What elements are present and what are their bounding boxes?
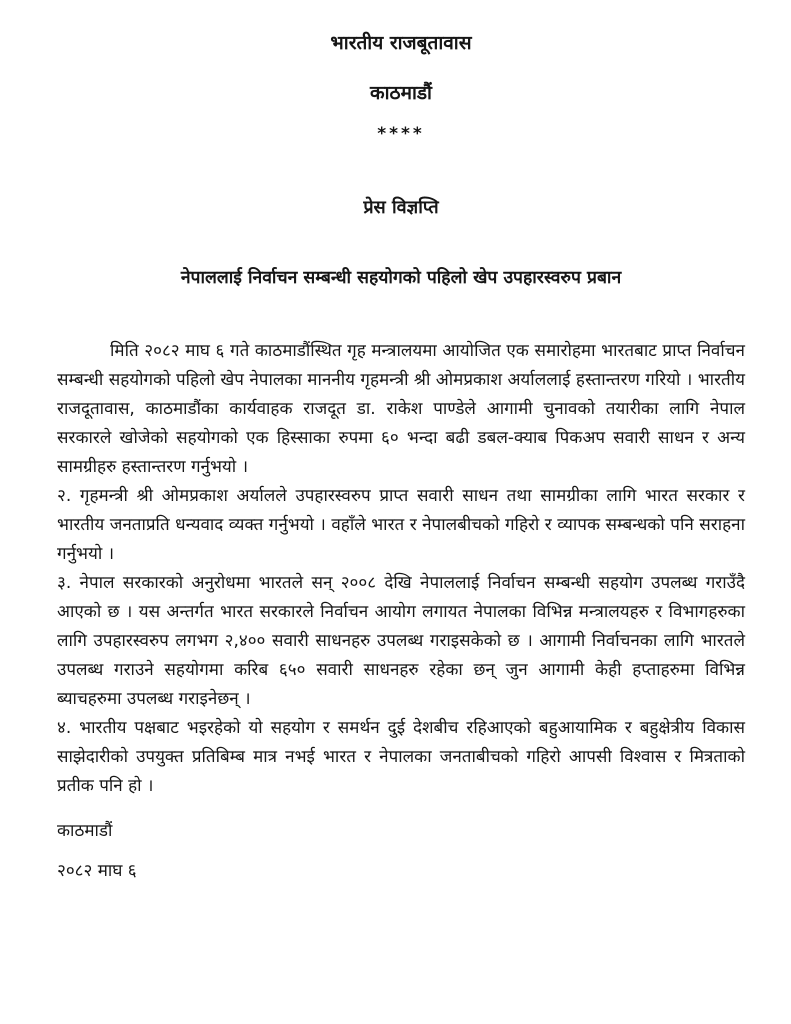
letterhead-city: काठमाडौं: [370, 82, 432, 104]
footer-date: २०८२ माघ ६: [57, 861, 137, 881]
paragraph-4: ४. भारतीय पक्षबाट भइरहेको यो सहयोग र समर्थन दुई देशबीच रहिआएको बहुआयामिक र बहुक्षेत्रीय विकास साझेदारीको उपयुक्त प्रतिबिम्ब मात्र नभई भारत र नेपालका जनताबीचको गहिरो आपसी विश्वास र मित्रताको प्रतीक पनि हो ।: [57, 718, 745, 796]
doc-type-heading: प्रेस विज्ञप्ति: [363, 197, 439, 218]
paragraph-1: मिति २०८२ माघ ६ गते काठमाडौंस्थित गृह मन्त्रालयमा आयोजित एक समारोहमा भारतबाट प्राप्त निर्वाचन सम्बन्धी सहयोगको पहिलो खेप नेपालका माननीय गृहमन्त्री श्री ओमप्रकाश अर्याललाई हस्तान्तरण गरियो । भारतीय राजदूतावास, काठमाडौंका कार्यवाहक राजदूत डा. राकेश पाण्डेले आगामी चुनावको तयारीका लागि नेपाल सरकारले खोजेको सहयोगको एक हिस्साका रुपमा ६० भन्दा बढी डबल-क्याब पिकअप सवारी साधन र अन्य सामग्रीहरु हस्तान्तरण गर्नुभयो ।: [57, 341, 745, 477]
footer-place: काठमाडौं: [57, 821, 113, 841]
letterhead: [57, 30, 745, 144]
paragraph-3: ३. नेपाल सरकारको अनुरोधमा भारतले सन् २००८ देखि नेपाललाई निर्वाचन सम्बन्धी सहयोग उपलब्ध गराउँदै आएको छ । यस अन्तर्गत भारत सरकारले निर्वाचन आयोग लगायत नेपालका विभिन्न मन्त्रालयहरु र विभागहरुका लागि उपहारस्वरुप लगभग २,४०० सवारी साधनहरु उपलब्ध गराइसकेको छ । आगामी निर्वाचनका लागि भारतले उपलब्ध गराउने सहयोगमा करिब ६५० सवारी साधनहरु रहेका छन् जुन आगामी केही हप्ताहरुमा विभिन्न ब्याचहरुमा उपलब्ध गराइनेछन् ।: [57, 573, 745, 709]
document-body: [57, 337, 745, 801]
page-title: नेपाललाई निर्वाचन सम्बन्धी सहयोगको पहिलो खेप उपहारस्वरुप प्रबान: [180, 268, 622, 288]
embassy-name: भारतीय राजबूतावास: [330, 32, 472, 54]
paragraph-2: २. गृहमन्त्री श्री ओमप्रकाश अर्यालले उपहारस्वरुप प्राप्त सवारी साधन तथा सामग्रीका लागि भारत सरकार र भारतीय जनताप्रति धन्यवाद व्यक्त गर्नुभयो । वहाँले भारत र नेपालबीचको गहिरो र व्यापक सम्बन्धको पनि सराहना गर्नुभयो ।: [57, 486, 745, 564]
signature-block: [57, 817, 745, 886]
letterhead-separator: ****: [377, 124, 425, 144]
